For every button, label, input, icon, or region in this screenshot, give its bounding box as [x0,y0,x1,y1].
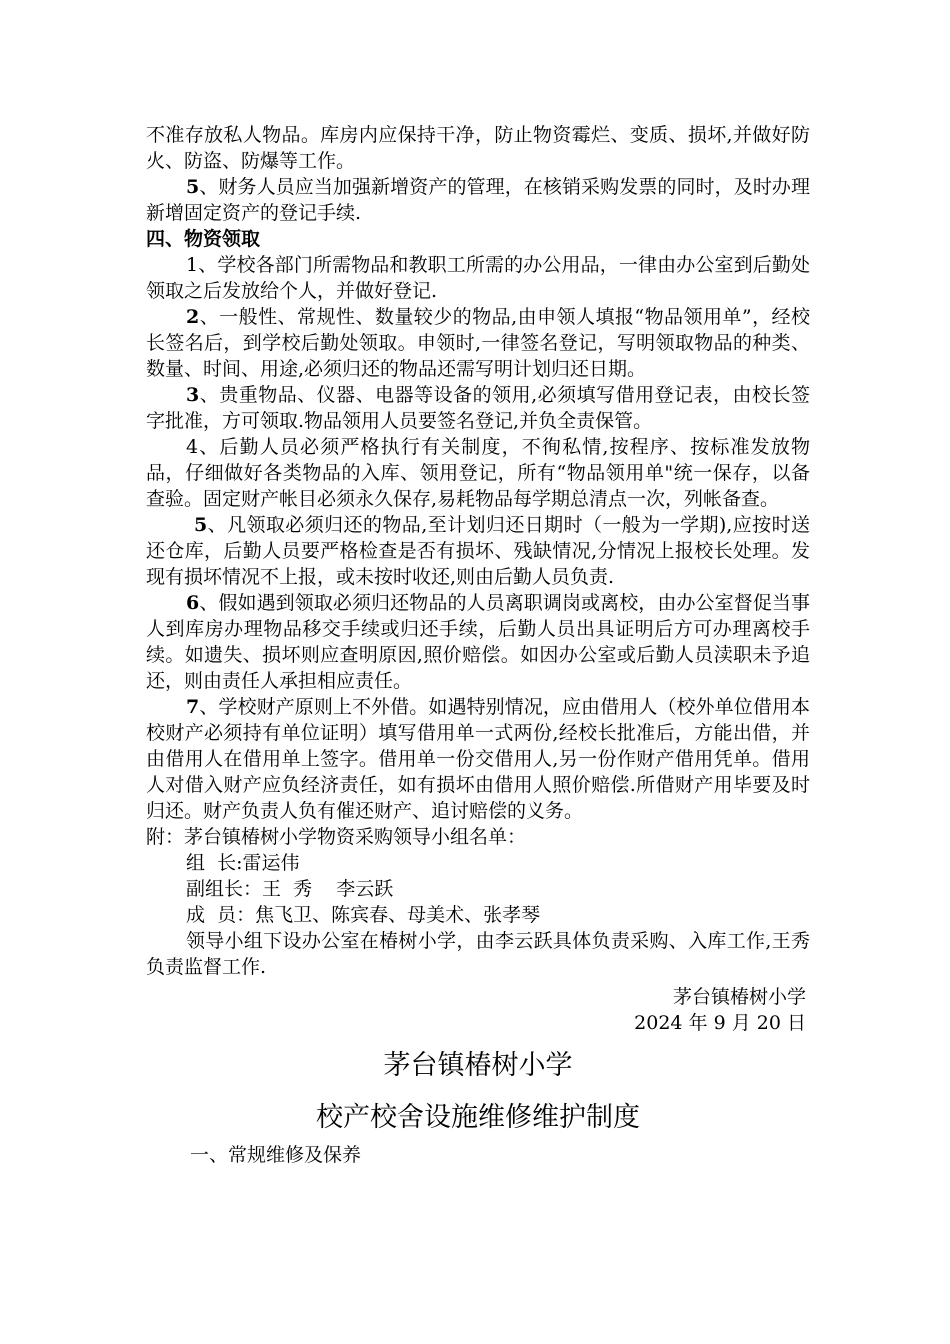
item-number: 4 [186,436,199,458]
collection-item-6 [146,590,810,694]
item-number: 2 [186,306,200,328]
collection-item-7 [146,694,810,824]
item-number: 7 [186,696,200,718]
group-deputy: 副组长：王 秀 李云跃 [186,878,394,900]
item-number: 5 [186,176,200,198]
signature-org: 茅台镇椿树小学 [672,986,806,1008]
next-doc-school-title: 茅台镇椿树小学 [383,1050,573,1081]
item-text: 、后勤人员必须严格执行有关制度，不徇私情,按程序、按标准发放物品，仔细做好各类物品的入库、领用登记，所有“物品领用单"统一保存，以备查验。固定财产帐目必须永久保存,易耗物品每学期总清点一次，列帐备查。 [146,436,810,510]
item-number: 3 [186,384,200,406]
group-office: 领导小组下设办公室在椿树小学，由李云跃具体负责采购、入库工作,王秀负责监督工作. [146,930,810,978]
item-text: 、贵重物品、仪器、电器等设备的领用,必须填写借用登记表，由校长签字批准，方可领取.物品领用人员要签名登记,并负全责保管。 [146,384,810,432]
item-text: 、学校财产原则上不外借。如遇特别情况，应由借用人（校外单位借用本校财产必须持有单位证明）填写借用单一式两份,经校长批准后，方能出借，并由借用人在借用单上签字。借用单一份交借用人,另一份作财产借用凭单。借用人对借入财产应负经济责任，如有损坏由借用人照价赔偿.所借财产用毕要及时归还。财产负责人负有催还财产、追讨赔偿的义务。 [146,696,810,822]
appendix-intro: 附：茅台镇椿树小学物资采购领导小组名单： [146,826,527,848]
collection-item-4 [146,434,810,512]
collection-item-2 [146,304,810,382]
collection-item-1 [146,252,810,304]
next-doc-title: 校产校舍设施维修维护制度 [316,1102,640,1133]
group-leader: 组 长:雷运伟 [186,852,300,874]
collection-item-3 [146,382,810,434]
collection-item-5 [146,512,810,590]
next-doc-section-1: 一、常规维修及保养 [190,1144,362,1166]
item-number: 6 [186,592,200,614]
section-heading-material-collection: 四、物资领取 [146,228,261,250]
paragraph-finance-assets [146,174,810,226]
item-text: 、假如遇到领取必须归还物品的人员离职调岗或离校，由办公室督促当事人到库房办理物品移交手续或归还手续，后勤人员出具证明后方可办理离校手续。如遗失、损坏则应查明原因,照价赔偿。如因办公室或后勤人员渎职未予追还，则由责任人承担相应责任。 [146,592,810,692]
paragraph-storage-rules: 不准存放私人物品。库房内应保持干净，防止物资霉烂、变质、损坏,并做好防火、防盗、防爆等工作。 [146,124,810,172]
item-number: 5 [194,514,208,536]
group-members: 成 员：焦飞卫、陈宾春、母美术、张孝琴 [186,904,541,926]
item-text: 、一般性、常规性、数量较少的物品,由申领人填报“物品领用单”，经校长签名后，到学校后勤处领取。申领时,一律签名登记，写明领取物品的种类、数量、时间、用途,必须归还的物品还需写明计划归还日期。 [146,306,810,380]
document-page [146,122,810,1168]
item-text: 、凡领取必须归还的物品,至计划归还日期时（一般为一学期),应按时送还仓库，后勤人员要严格检查是否有损坏、残缺情况,分情况上报校长处理。发现有损坏情况不上报，或未按时收还,则由后勤人员负责. [146,514,810,588]
item-text: 、财务人员应当加强新增资产的管理，在核销采购发票的同时，及时办理新增固定资产的登记手续. [146,176,810,224]
signature-date: 2024 年 9 月 20 日 [634,1012,806,1034]
item-number: 1 [186,254,199,276]
item-text: 、学校各部门所需物品和教职工所需的办公用品，一律由办公室到后勤处领取之后发放给个人，并做好登记. [146,254,810,302]
